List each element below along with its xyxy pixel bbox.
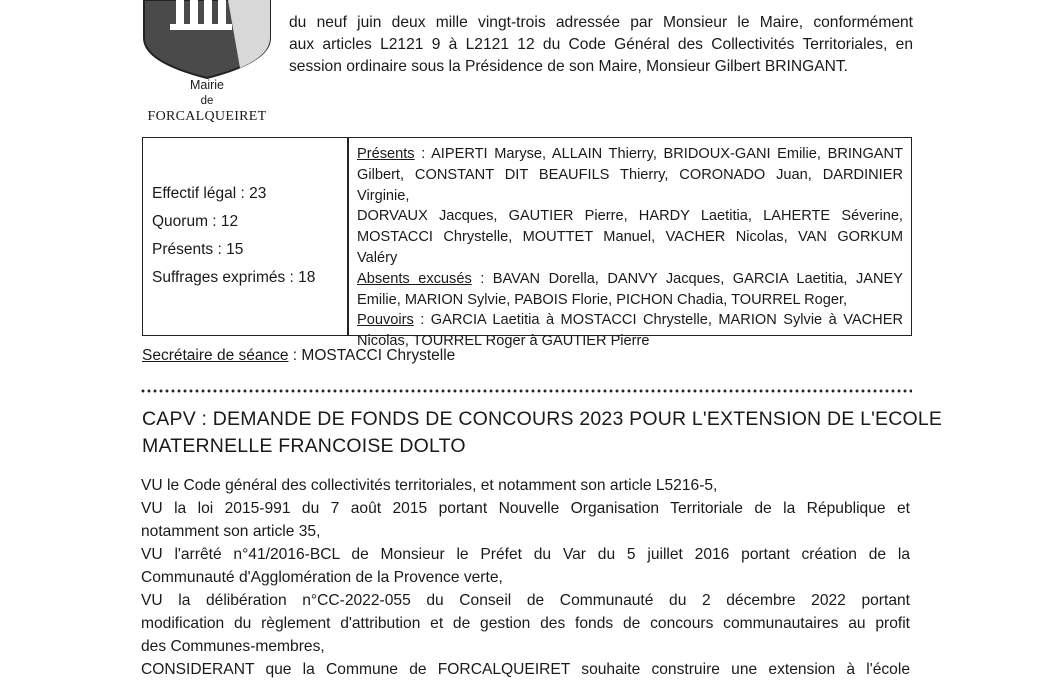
body-line: VU l'arrêté n°41/2016-BCL de Monsieur le Préfet du Var du 5 juillet 2016 portant création de la: [141, 546, 910, 563]
stat-presents: Présents : 15: [152, 241, 244, 258]
stat-suffrages: Suffrages exprimés : 18: [152, 269, 316, 286]
body-line: notamment son article 35,: [141, 523, 321, 540]
proxy-line: Pouvoirs : GARCIA Laetitia à MOSTACCI Chrystelle, MARION Sylvie à VACHER: [357, 312, 903, 329]
title-line: MATERNELLE FRANCOISE DOLTO: [142, 435, 466, 457]
body-line: VU la délibération n°CC-2022-055 du Conseil de Communauté du 2 décembre 2022 portant: [141, 592, 910, 609]
intro-line: aux articles L2121 9 à L2121 12 du Code Général des Collectivités Territoriales, en: [289, 36, 913, 53]
logo-caption-town: FORCALQUEIRET: [147, 109, 267, 124]
table-divider: [347, 138, 349, 335]
intro-line: du neuf juin deux mille vingt-trois adressée par Monsieur le Maire, conformément: [289, 14, 913, 31]
logo-caption-mairie: Mairie: [189, 78, 225, 92]
absent-line: Absents excusés : BAVAN Dorella, DANVY Jacques, GARCIA Laetitia, JANEY: [357, 270, 904, 287]
present-line: DORVAUX Jacques, GAUTIER Pierre, HARDY Laetitia, LAHERTE Séverine,: [357, 208, 903, 225]
body-line: Communauté d'Agglomération de la Provence verte,: [141, 569, 503, 586]
dotted-separator: [140, 389, 912, 393]
proxy-line: Nicolas, TOURREL Roger à GAUTIER Pierre: [357, 333, 650, 350]
members-list: [357, 144, 903, 352]
body-line: VU le Code général des collectivités territoriales, et notamment son article L5216-5,: [141, 477, 718, 494]
present-line: Présents : AIPERTI Maryse, ALLAIN Thierry, BRIDOUX-GANI Emilie, BRINGANT: [357, 146, 903, 162]
intro-line: session ordinaire sous la Présidence de son Maire, Monsieur Gilbert BRINGANT.: [289, 58, 849, 75]
town-hall-logo: [140, 0, 274, 128]
present-line: Gilbert, CONSTANT DIT BEAUFILS Thierry, CORONADO Juan, DARDINIER Virginie,: [357, 166, 903, 204]
attendance-table: [142, 137, 912, 350]
absent-line: Emilie, MARION Sylvie, PABOIS Florie, PICHON Chadia, TOURREL Roger,: [357, 291, 848, 308]
secretary-value: : MOSTACCI Chrystelle: [288, 347, 456, 364]
title-line: CAPV : DEMANDE DE FONDS DE CONCOURS 2023 POUR L'EXTENSION DE L'ECOLE: [142, 408, 943, 430]
logo-caption-de: de: [200, 95, 214, 107]
body-line: VU la loi 2015-991 du 7 août 2015 portant Nouvelle Organisation Territoriale de la République et: [141, 500, 910, 517]
present-line: Valéry: [357, 249, 398, 266]
body-line: CONSIDERANT que la Commune de FORCALQUEIRET souhaite construire une extension à l'école: [141, 661, 910, 678]
absent-label: Absents excusés: [357, 270, 472, 287]
present-line: MOSTACCI Chrystelle, MOUTTET Manuel, VACHER Nicolas, VAN GORKUM: [357, 229, 903, 246]
secretary-label: Secrétaire de séance: [142, 347, 289, 364]
deliberation-body: [141, 474, 910, 681]
present-label: Présents: [357, 146, 415, 162]
intro-paragraph: [289, 0, 913, 78]
body-line: des Communes-membres,: [141, 638, 325, 655]
proxy-label: Pouvoirs: [357, 312, 414, 329]
quorum-stats: [152, 180, 315, 292]
session-secretary: [142, 347, 455, 365]
deliberation-title: [142, 406, 943, 460]
body-line: modification du règlement d'attribution et de gestion des fonds de concours communautaires au profit: [141, 615, 910, 632]
crest-icon: [140, 0, 274, 80]
stat-quorum: Quorum : 12: [152, 213, 239, 230]
stat-effectif: Effectif légal : 23: [152, 185, 267, 202]
